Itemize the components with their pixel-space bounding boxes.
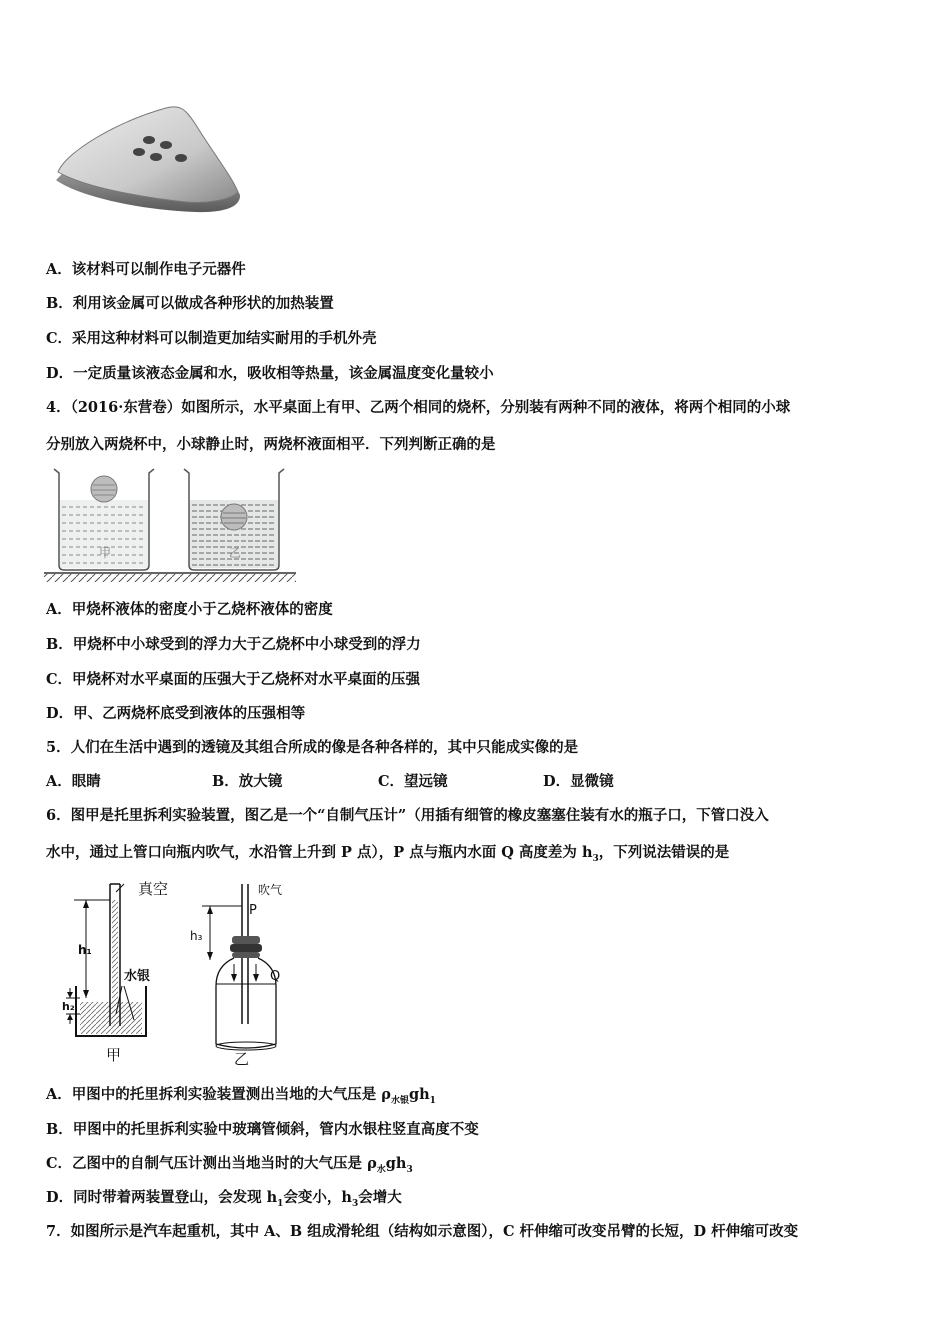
q6-option-b: B．甲图中的托里拆利实验中玻璃管倾斜，管内水银柱竖直高度不变 (46, 1121, 479, 1138)
torricelli-apparatus (62, 880, 168, 1064)
q5-option-a: A．眼睛 (46, 773, 101, 790)
beaker-label-yi: 乙 (229, 546, 242, 560)
beaker-jia (54, 469, 154, 570)
label-yi: 乙 (234, 1050, 250, 1066)
q6-stem-line1: 6．图甲是托里拆利实验装置，图乙是一个“自制气压计”（用插有细管的橡皮塞塞住装有水的瓶子口，下管口没入 (46, 807, 769, 824)
q3-option-b: B．利用该金属可以做成各种形状的加热装置 (46, 295, 334, 312)
liquid-metal-figure (46, 100, 246, 220)
q6-option-a: A．甲图中的托里拆利实验装置测出当地的大气压是 $\rho_{水银}gh_1$ (46, 1086, 436, 1106)
q6-option-d: D．同时带着两装置登山，会发现 $h_1$会变小，$h_3$会增大 (46, 1189, 402, 1209)
q4-stem-line1: 4．（2016·东营卷）如图所示，水平桌面上有甲、乙两个相同的烧杯，分别装有两种不同的液体，将两个相同的小球 (46, 399, 791, 416)
beakers-figure (44, 465, 296, 587)
q4-option-c: C．甲烧杯对水平桌面的压强大于乙烧杯对水平桌面的压强 (46, 671, 421, 688)
barometer-figure (56, 874, 306, 1066)
label-jia: 甲 (106, 1046, 122, 1064)
q5-option-c: C．望远镜 (378, 773, 448, 790)
beaker-yi (184, 469, 284, 570)
label-P: P (249, 903, 257, 918)
q4-option-b: B．甲烧杯中小球受到的浮力大于乙烧杯中小球受到的浮力 (46, 636, 421, 653)
bottle-barometer (190, 882, 282, 1066)
label-Q: Q (270, 969, 281, 984)
q6-stem-line2: 水中，通过上管口向瓶内吹气，水沿管上升到 P 点），P 点与瓶内水面 Q 高度差为 $h_3$，下列说法错误的是 (46, 844, 730, 864)
q3-option-c: C．采用这种材料可以制造更加结实耐用的手机外壳 (46, 330, 377, 347)
q3-option-d: D．一定质量该液态金属和水，吸收相等热量，该金属温度变化量较小 (46, 365, 494, 382)
label-mercury: 水银 (124, 969, 151, 984)
label-blow: 吹气 (258, 883, 283, 897)
q4-option-a: A．甲烧杯液体的密度小于乙烧杯液体的密度 (46, 601, 333, 618)
q3-option-a: A．该材料可以制作电子元器件 (46, 261, 246, 278)
q5-option-d: D．显微镜 (543, 773, 614, 790)
q7-stem-line1: 7．如图所示是汽车起重机，其中 A、B 组成滑轮组（结构如示意图），C 杆伸缩可改变吊臂的长短，D 杆伸缩可改变 (46, 1223, 799, 1240)
q6-option-c: C．乙图中的自制气压计测出当地当时的大气压是 $\rho_水gh_3$ (46, 1155, 413, 1175)
q4-stem-line2: 分别放入两烧杯中，小球静止时，两烧杯液面相平．下列判断正确的是 (46, 436, 496, 453)
q5-option-b: B．放大镜 (212, 773, 283, 790)
label-vacuum: 真空 (138, 880, 169, 898)
beaker-label-jia: 甲 (99, 546, 112, 560)
q5-options (46, 772, 846, 792)
label-h3: h₃ (190, 929, 203, 943)
label-h2: h₂ (62, 1000, 75, 1013)
q5-stem: 5．人们在生活中遇到的透镜及其组合所成的像是各种各样的，其中只能成实像的是 (46, 739, 579, 756)
label-h1: h₁ (78, 943, 92, 957)
q4-option-d: D．甲、乙两烧杯底受到液体的压强相等 (46, 705, 306, 722)
